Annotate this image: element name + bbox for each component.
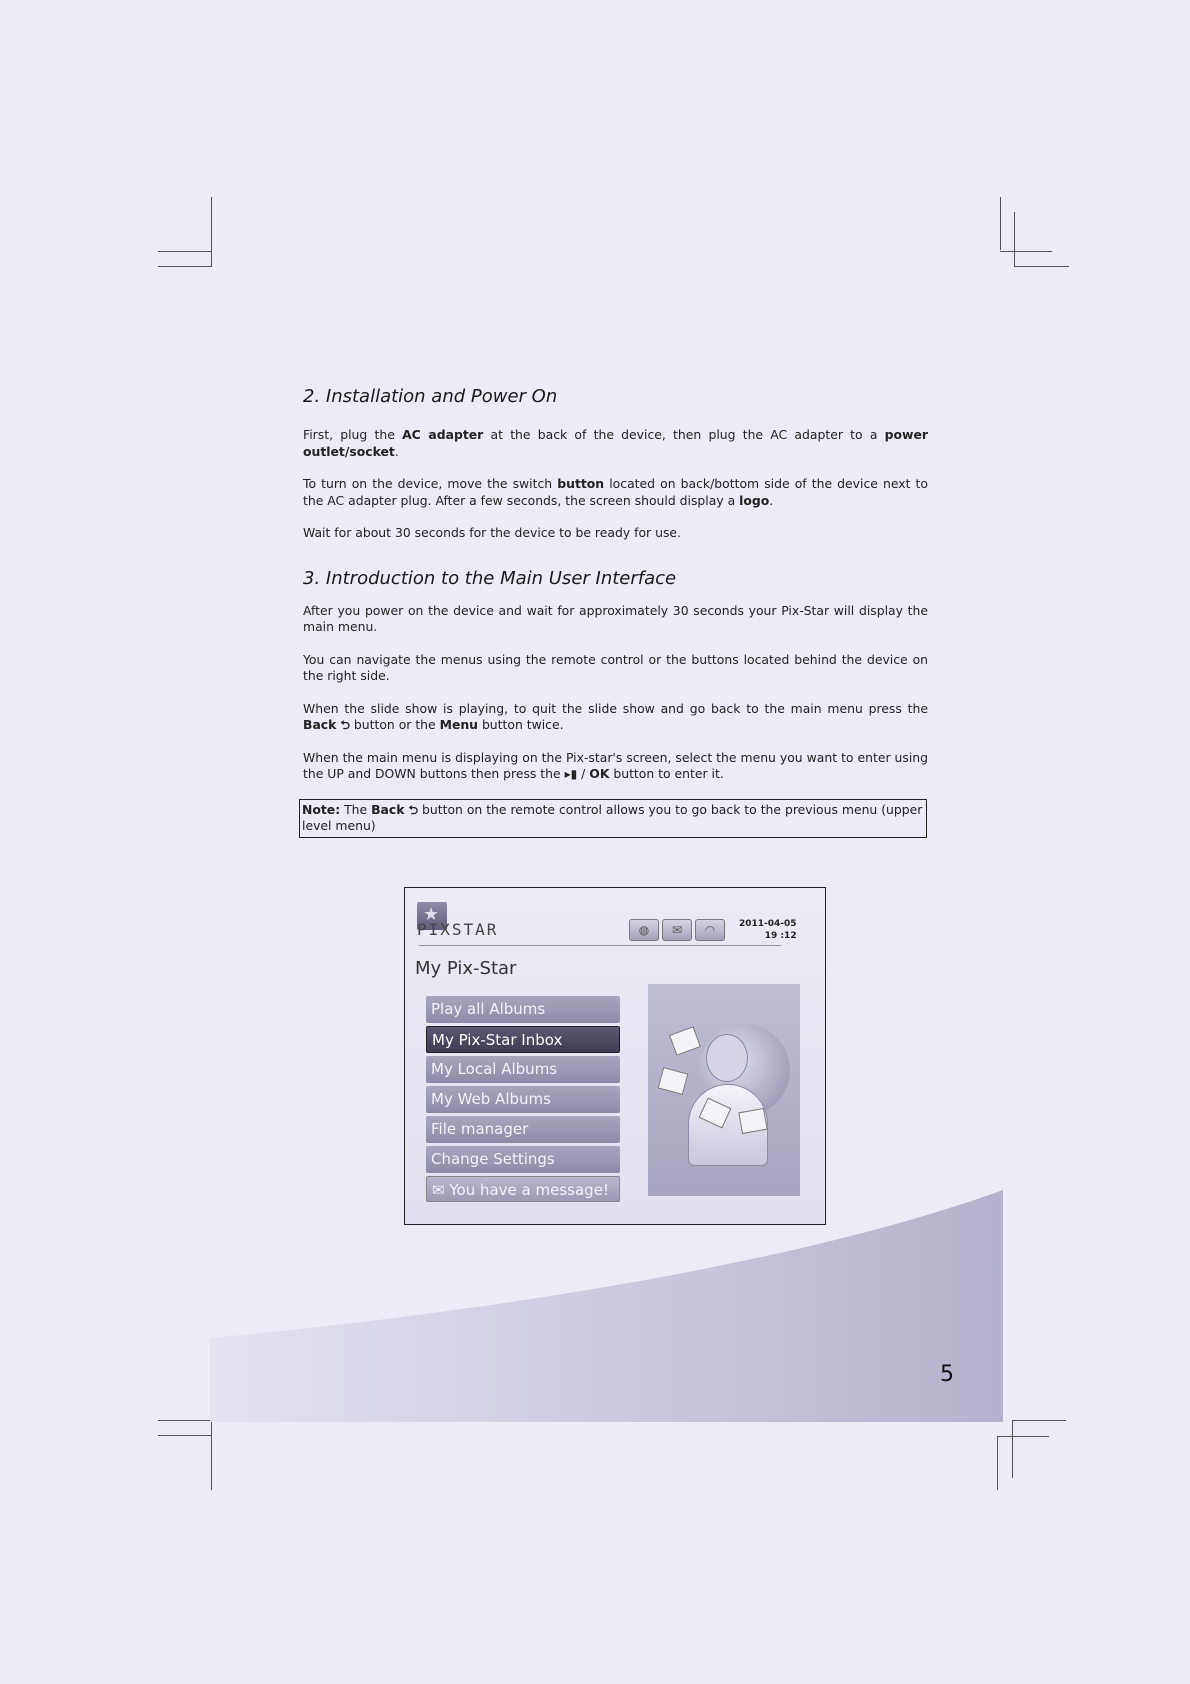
menu-item-my-local-albums[interactable]: My Local Albums: [426, 1056, 620, 1083]
crop-mark: [211, 197, 212, 267]
mail-icon: ✉: [432, 1181, 445, 1199]
photo-icon: [669, 1026, 701, 1056]
crop-mark: [158, 251, 211, 252]
wifi-icon: ◠: [695, 919, 725, 941]
person-head: [706, 1034, 748, 1082]
crop-mark: [158, 1435, 211, 1436]
crop-mark: [1000, 251, 1052, 252]
mail-icon: ✉: [662, 919, 692, 941]
menu-item-change-settings[interactable]: Change Settings: [426, 1146, 620, 1173]
paragraph: Wait for about 30 seconds for the device to be ready for use.: [303, 525, 681, 540]
section-heading: 2. Installation and Power On: [303, 386, 558, 407]
crop-mark: [1014, 212, 1015, 267]
section-heading: 3. Introduction to the Main User Interface: [303, 567, 677, 589]
menu-item-file-manager[interactable]: File manager: [426, 1116, 620, 1143]
paragraph: After you power on the device and wait for approximately 30 seconds your Pix-Star will display the main menu.: [303, 602, 928, 634]
back-icon: ⮌: [340, 718, 350, 732]
photo-icon: [658, 1067, 689, 1095]
screen-title: My Pix-Star: [415, 958, 517, 979]
page-number: 5: [940, 1362, 954, 1387]
date-time: 2011-04-05 19 :12: [739, 919, 797, 941]
crop-mark: [1012, 1420, 1013, 1478]
crop-mark: [1014, 266, 1069, 267]
logo-text: PIXSTAR: [417, 920, 499, 939]
header-divider: [419, 945, 781, 946]
star-icon: ★: [423, 904, 440, 925]
document-body: [303, 386, 928, 838]
paragraph: First, plug the AC adapter at the back of the device, then plug the AC adapter to a power outlet/socket.: [303, 427, 928, 459]
paragraph: When the slide show is playing, to quit the slide show and go back to the main menu press the Back ⮌ button or the Menu button twice.: [303, 700, 928, 732]
message-notification[interactable]: ✉ You have a message!: [426, 1176, 620, 1202]
paragraph: When the main menu is displaying on the Pix-star's screen, select the menu you want to enter using the UP and DOWN buttons then press the ▸▮ / OK button to enter it.: [303, 749, 928, 781]
preview-illustration: [648, 984, 800, 1196]
status-icons: [629, 919, 725, 941]
crop-mark: [211, 1420, 212, 1490]
main-menu: [426, 996, 620, 1205]
menu-item-my-pix-star-inbox[interactable]: My Pix-Star Inbox: [426, 1026, 620, 1053]
photo-icon: [738, 1108, 767, 1134]
crop-mark: [997, 1436, 998, 1490]
crop-mark: [1012, 1420, 1066, 1421]
crop-mark: [158, 266, 211, 267]
menu-item-my-web-albums[interactable]: My Web Albums: [426, 1086, 620, 1113]
paragraph: You can navigate the menus using the remote control or the buttons located behind the device on the right side.: [303, 651, 928, 683]
paragraph: To turn on the device, move the switch button located on back/bottom side of the device next to the AC adapter plug. After a few seconds, the screen should display a logo.: [303, 476, 928, 508]
crop-mark: [158, 1420, 211, 1421]
play-pause-icon: ▸▮: [564, 767, 578, 781]
device-screen-figure: [404, 887, 826, 1225]
back-icon: ⮌: [408, 802, 419, 817]
crop-mark: [1000, 197, 1001, 250]
menu-item-play-all-albums[interactable]: Play all Albums: [426, 996, 620, 1023]
crop-mark: [997, 1436, 1049, 1437]
globe-icon: ◍: [629, 919, 659, 941]
note-box: Note: The Back ⮌ button on the remote control allows you to go back to the previous menu (upper level menu): [299, 799, 927, 838]
